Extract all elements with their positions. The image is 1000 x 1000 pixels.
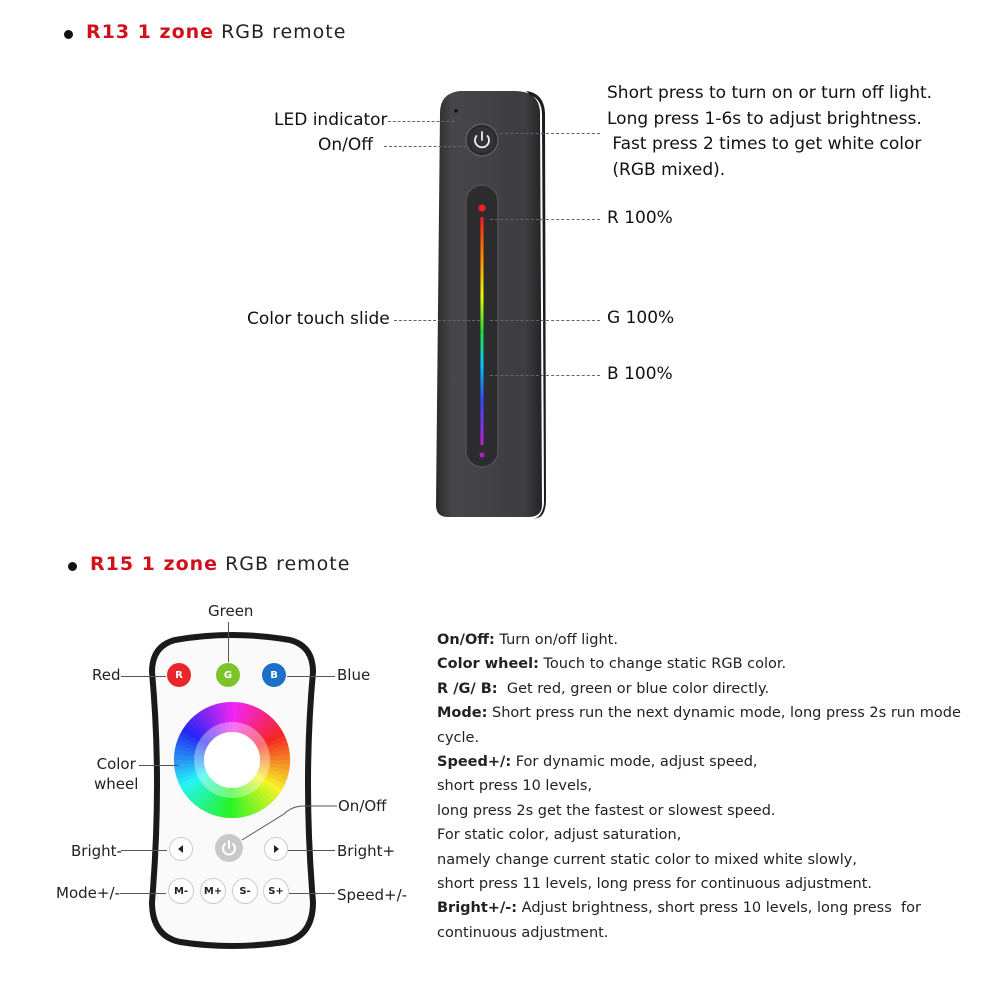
r15-mode-leader <box>120 893 166 894</box>
r15-bright-plus-label: Bright+ <box>337 842 396 860</box>
r15-heading-rest: RGB remote <box>218 553 351 575</box>
description-row <box>437 921 977 945</box>
description-text: For static color, adjust saturation, <box>437 827 682 844</box>
r13-heading <box>86 21 346 43</box>
r13-color-touch-slide-label: Color touch slide <box>247 309 390 329</box>
description-term: Mode: <box>437 705 488 722</box>
r15-blue-label: Blue <box>337 666 371 684</box>
r13-heading-model: R13 1 zone <box>86 21 215 43</box>
r13-led-indicator-dot <box>454 109 458 113</box>
r15-heading <box>90 553 350 575</box>
description-text: Short press run the next dynamic mode, long press 2s run mode <box>487 705 961 722</box>
description-term: Color wheel: <box>437 656 539 673</box>
r15-blue-button-label: B <box>270 669 278 681</box>
r15-red-leader <box>121 676 166 677</box>
r13-g-label: G 100% <box>607 308 675 328</box>
r15-speed-plus-label: S+ <box>268 885 284 897</box>
description-text: short press 10 levels, <box>437 778 593 795</box>
r15-red-button-label: R <box>175 669 183 681</box>
r13-heading-rest: RGB remote <box>214 21 347 43</box>
description-term: Bright+/-: <box>437 900 518 917</box>
r13-g-leader <box>490 320 600 321</box>
r13-color-touch-slide-leader <box>394 320 480 321</box>
r13-power-note-leader <box>500 133 600 134</box>
description-row <box>437 652 977 676</box>
r15-speed-leader <box>289 893 335 894</box>
r15-speed-label: Speed+/- <box>337 886 408 904</box>
r15-green-label: Green <box>208 602 254 620</box>
description-text: Turn on/off light. <box>494 632 618 648</box>
r15-on-off-leader <box>234 800 338 842</box>
r15-bright-minus-label: Bright- <box>71 842 122 860</box>
description-text: For dynamic mode, adjust speed, <box>511 754 758 771</box>
description-row <box>437 774 977 798</box>
description-row <box>437 896 977 920</box>
description-row <box>437 677 977 701</box>
r15-mode-minus-label: M- <box>173 885 189 897</box>
r13-led-indicator-label: LED indicator <box>274 110 388 130</box>
r13-r-label: R 100% <box>607 208 673 228</box>
description-row <box>437 872 977 896</box>
r13-remote <box>430 85 550 525</box>
description-row <box>437 848 977 872</box>
r15-red-label: Red <box>92 666 121 684</box>
r15-speed-minus-button[interactable] <box>232 878 258 904</box>
r15-color-wheel-label-line-1: Color <box>96 755 136 773</box>
r15-red-button[interactable] <box>167 663 191 687</box>
r15-heading-model: R15 1 zone <box>90 553 219 575</box>
description-text: namely change current static color to mixed white slowly, <box>437 851 857 868</box>
description-text: short press 11 levels, long press for continuous adjustment. <box>437 876 873 893</box>
r15-mode-plus-label: M+ <box>203 885 223 897</box>
r15-bright-plus-leader <box>288 850 335 851</box>
r13-on-off-leader <box>384 146 466 147</box>
r13-b-leader <box>490 375 600 376</box>
r15-color-wheel-label <box>94 754 138 794</box>
r15-bright-minus-button[interactable] <box>169 837 193 861</box>
description-term: R /G/ B: <box>437 680 498 697</box>
r15-blue-button[interactable] <box>262 663 286 687</box>
r13-b-label: B 100% <box>607 364 673 384</box>
r13-led-indicator-leader <box>388 121 454 122</box>
r13-touch-slide-rainbow <box>481 217 484 445</box>
description-text: cycle. <box>437 729 480 746</box>
r15-mode-label: Mode+/- <box>56 884 120 902</box>
r15-on-off-label: On/Off <box>338 797 387 815</box>
r15-green-leader <box>228 622 229 662</box>
r13-r-leader <box>490 219 600 220</box>
r13-power-note-line-3: Fast press 2 times to get white color <box>607 134 922 154</box>
description-text: continuous adjustment. <box>437 924 609 941</box>
description-row <box>437 750 977 774</box>
r15-blue-leader <box>287 676 335 677</box>
r15-speed-plus-button[interactable] <box>263 878 289 904</box>
r15-mode-plus-button[interactable] <box>200 878 226 904</box>
triangle-right-icon <box>271 844 281 854</box>
r13-on-off-label: On/Off <box>318 135 373 155</box>
description-text: Get red, green or blue color directly. <box>497 680 770 697</box>
triangle-left-icon <box>176 844 186 854</box>
description-text: long press 2s get the fastest or slowest speed. <box>437 802 776 819</box>
r13-power-note-line-4: (RGB mixed). <box>607 159 726 180</box>
r15-color-wheel-label-line-2: wheel <box>94 775 139 793</box>
r13-power-note-line-1: Short press to turn on or turn off light. <box>607 83 933 103</box>
r15-green-button[interactable] <box>216 663 240 687</box>
r15-bright-minus-leader <box>121 850 167 851</box>
r15-green-button-label: G <box>223 669 233 681</box>
r15-mode-minus-button[interactable] <box>168 878 194 904</box>
description-row <box>437 823 977 847</box>
description-row <box>437 701 977 725</box>
description-term: Speed+/: <box>437 754 512 771</box>
r13-bullet <box>64 30 73 39</box>
description-term: On/Off: <box>437 632 495 648</box>
r15-bullet <box>68 562 77 571</box>
description-row <box>437 726 977 750</box>
r13-power-note <box>607 81 932 183</box>
description-row <box>437 799 977 823</box>
r13-power-note-line-2: Long press 1-6s to adjust brightness. <box>607 108 922 129</box>
r15-description <box>437 628 977 945</box>
r15-speed-minus-label: S- <box>239 885 251 897</box>
description-text: Touch to change static RGB color. <box>538 656 787 673</box>
r15-color-wheel-leader <box>139 765 179 766</box>
description-text: Adjust brightness, short press 10 levels, long press for <box>517 900 921 917</box>
description-row <box>437 628 977 652</box>
